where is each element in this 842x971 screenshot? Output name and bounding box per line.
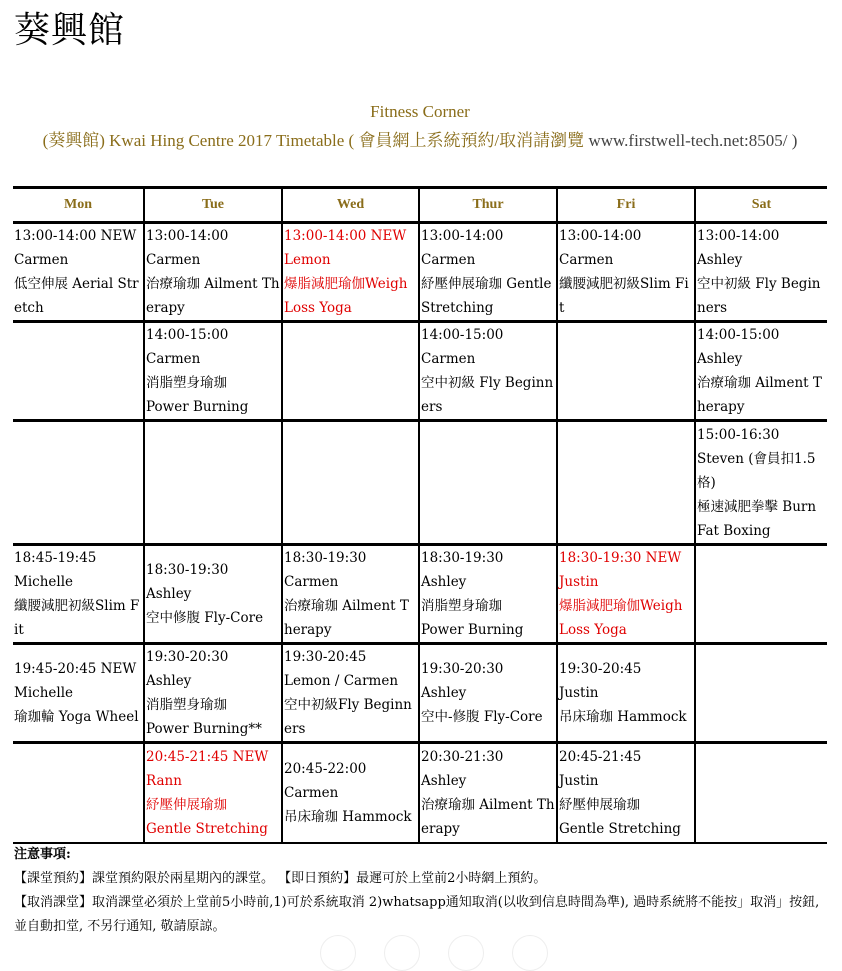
class-name: 空中-修腹 Fly-Core bbox=[421, 709, 543, 725]
day-header-fri: Fri bbox=[557, 188, 695, 223]
share-button[interactable] bbox=[320, 935, 356, 971]
class-time: 14:00-15:00 bbox=[697, 327, 780, 343]
class-cell bbox=[695, 421, 827, 545]
class-time: 15:00-16:30 bbox=[697, 426, 780, 443]
class-instructor: Carmen bbox=[14, 252, 69, 268]
class-cell bbox=[13, 644, 144, 743]
timetable-row bbox=[13, 743, 827, 843]
class-cell bbox=[144, 322, 282, 421]
day-header-wed: Wed bbox=[282, 188, 419, 223]
class-name: 紓壓伸展瑜珈 bbox=[559, 796, 640, 813]
class-time: 18:45-19:45 bbox=[14, 550, 97, 566]
class-name: Gentle Stretching bbox=[146, 820, 268, 837]
share-button[interactable] bbox=[512, 935, 548, 971]
class-time: 13:00-14:00 bbox=[559, 228, 642, 244]
class-name: 治療瑜珈 Ailment Therapy bbox=[421, 796, 555, 837]
class-cell bbox=[13, 743, 144, 843]
timetable bbox=[13, 186, 827, 844]
class-name: 極速減肥拳擊 Burn Fat Boxing bbox=[697, 498, 817, 539]
class-cell bbox=[13, 223, 144, 322]
class-time: 13:00-14:00 bbox=[697, 228, 780, 244]
timetable-header-row bbox=[13, 188, 827, 223]
class-instructor: Carmen bbox=[421, 252, 476, 268]
class-cell bbox=[282, 421, 419, 545]
notes-section bbox=[14, 843, 834, 939]
class-cell bbox=[13, 421, 144, 545]
class-cell bbox=[557, 322, 695, 421]
class-name: 吊床瑜珈 Hammock bbox=[284, 808, 412, 825]
caption-line-2-gold: (葵興館) Kwai Hing Centre 2017 Timetable ( 會員網上系統預約/取消請瀏覽 bbox=[42, 131, 589, 150]
class-name: 治療瑜珈 Ailment Therapy bbox=[697, 375, 822, 415]
class-cell bbox=[557, 421, 695, 545]
class-instructor: Carmen bbox=[284, 784, 339, 801]
page-title: 葵興館 bbox=[14, 10, 126, 51]
class-cell bbox=[419, 545, 557, 644]
timetable-row bbox=[13, 545, 827, 644]
class-cell bbox=[282, 743, 419, 843]
class-name: 治療瑜珈 Ailment Therapy bbox=[146, 276, 280, 316]
class-cell bbox=[13, 322, 144, 421]
class-name: 爆脂減肥瑜伽Weigh Loss Yoga bbox=[284, 276, 408, 316]
caption-line-2 bbox=[14, 126, 826, 155]
class-instructor: Carmen bbox=[284, 574, 339, 590]
class-time: 14:00-15:00 bbox=[421, 327, 504, 343]
class-time: 13:00-14:00 bbox=[146, 228, 229, 244]
class-name: 低空伸展 Aerial Stretch bbox=[14, 276, 139, 316]
class-time: 19:30-20:30 bbox=[421, 661, 504, 677]
class-time: 13:00-14:00 bbox=[421, 228, 504, 244]
day-header-thur: Thur bbox=[419, 188, 557, 223]
class-instructor: Justin bbox=[559, 685, 599, 701]
timetable-body bbox=[13, 223, 827, 843]
class-time: 19:30-20:45 bbox=[559, 661, 642, 677]
class-instructor: Justin bbox=[559, 574, 599, 590]
class-cell bbox=[13, 545, 144, 644]
class-name: Power Burning** bbox=[146, 721, 262, 737]
class-cell bbox=[557, 223, 695, 322]
class-name: 爆脂減肥瑜伽Weigh Loss Yoga bbox=[559, 598, 683, 638]
class-cell bbox=[144, 743, 282, 843]
class-cell bbox=[282, 223, 419, 322]
class-cell bbox=[419, 223, 557, 322]
class-cell bbox=[419, 421, 557, 545]
class-time: 20:45-21:45 NEW bbox=[146, 748, 269, 765]
class-cell bbox=[144, 223, 282, 322]
class-cell bbox=[282, 322, 419, 421]
class-instructor: Michelle bbox=[14, 685, 74, 701]
class-cell bbox=[282, 644, 419, 743]
class-cell bbox=[419, 322, 557, 421]
class-instructor: Steven (會員扣1.5格) bbox=[697, 450, 816, 491]
class-time: 13:00-14:00 NEW bbox=[284, 228, 407, 244]
caption-line-2-link: www.firstwell-tech.net:8505/ ) bbox=[588, 131, 798, 150]
class-instructor: Ashley bbox=[421, 772, 467, 789]
class-cell bbox=[695, 644, 827, 743]
class-instructor: Michelle bbox=[14, 574, 74, 590]
class-cell bbox=[695, 743, 827, 843]
class-time: 19:30-20:30 bbox=[146, 649, 229, 665]
timetable-row bbox=[13, 322, 827, 421]
class-instructor: Ashley bbox=[421, 574, 467, 590]
class-instructor: Ashley bbox=[146, 673, 192, 689]
class-name: 纖腰減肥初級Slim Fit bbox=[559, 276, 689, 316]
day-header-mon: Mon bbox=[13, 188, 144, 223]
class-instructor: Ashley bbox=[697, 351, 743, 367]
class-instructor: Justin bbox=[559, 772, 599, 789]
class-instructor: Ashley bbox=[697, 252, 743, 268]
class-instructor: Ashley bbox=[421, 685, 467, 701]
class-name: 空中初級 Fly Beginners bbox=[697, 276, 821, 316]
class-instructor: Carmen bbox=[146, 252, 201, 268]
class-cell bbox=[557, 644, 695, 743]
class-instructor: Carmen bbox=[421, 351, 476, 367]
class-name: 治療瑜珈 Ailment Therapy bbox=[284, 598, 409, 638]
class-name: Power Burning bbox=[146, 399, 249, 415]
class-name: 空中初級Fly Beginners bbox=[284, 697, 412, 737]
class-time: 20:45-21:45 bbox=[559, 748, 642, 765]
class-cell bbox=[144, 421, 282, 545]
class-cell bbox=[282, 545, 419, 644]
class-time: 18:30-19:30 bbox=[146, 562, 229, 578]
timetable-row bbox=[13, 644, 827, 743]
day-header-sat: Sat bbox=[695, 188, 827, 223]
class-cell bbox=[695, 545, 827, 644]
class-time: 18:30-19:30 NEW bbox=[559, 550, 682, 566]
class-name: Gentle Stretching bbox=[559, 820, 681, 837]
class-instructor: Rann bbox=[146, 772, 182, 789]
class-instructor: Lemon / Carmen bbox=[284, 673, 399, 689]
class-instructor: Ashley bbox=[146, 586, 192, 602]
class-name: 空中修腹 Fly-Core bbox=[146, 610, 264, 626]
class-time: 18:30-19:30 bbox=[421, 550, 504, 566]
caption-line-1: Fitness Corner bbox=[370, 102, 470, 121]
class-time: 19:45-20:45 NEW bbox=[14, 661, 137, 677]
class-instructor: Carmen bbox=[559, 252, 614, 268]
class-time: 20:30-21:30 bbox=[421, 748, 504, 765]
class-time: 13:00-14:00 NEW bbox=[14, 228, 137, 244]
class-name: 紓壓伸展瑜珈 bbox=[146, 796, 227, 813]
class-name: 消脂塑身瑜珈 bbox=[421, 598, 502, 614]
class-name: 消脂塑身瑜珈 bbox=[146, 375, 227, 391]
class-cell bbox=[695, 223, 827, 322]
timetable-row bbox=[13, 223, 827, 322]
class-time: 20:45-22:00 bbox=[284, 760, 367, 777]
notes-line-booking: 【課堂預約】課堂預約限於兩星期內的課堂。 【即日預約】最遲可於上堂前2小時網上預約。 bbox=[14, 871, 547, 886]
class-name: 瑜珈輪 Yoga Wheel bbox=[14, 709, 139, 725]
class-name: Power Burning bbox=[421, 622, 524, 638]
share-button[interactable] bbox=[448, 935, 484, 971]
class-time: 14:00-15:00 bbox=[146, 327, 229, 343]
class-cell bbox=[557, 743, 695, 843]
class-time: 18:30-19:30 bbox=[284, 550, 367, 566]
share-button[interactable] bbox=[384, 935, 420, 971]
class-cell bbox=[144, 644, 282, 743]
class-time: 19:30-20:45 bbox=[284, 649, 367, 665]
class-cell bbox=[419, 743, 557, 843]
day-header-tue: Tue bbox=[144, 188, 282, 223]
class-cell bbox=[419, 644, 557, 743]
class-name: 紓壓伸展瑜珈 Gentle Stretching bbox=[421, 276, 552, 316]
class-cell bbox=[144, 545, 282, 644]
timetable-caption bbox=[14, 97, 826, 155]
class-instructor: Lemon bbox=[284, 252, 331, 268]
class-name: 空中初級 Fly Beginners bbox=[421, 375, 554, 415]
class-name: 纖腰減肥初級Slim Fit bbox=[14, 598, 140, 638]
notes-line-cancel: 【取消課堂】取消課堂必須於上堂前5小時前,1)可於系統取消 2)whatsapp通知取消(以收到信息時間為準), 過時系統將不能按」取消」按鈕, 並自動扣堂, 不另行通知, 敬請原諒。 bbox=[14, 895, 820, 934]
timetable-row bbox=[13, 421, 827, 545]
share-buttons-row bbox=[320, 935, 548, 971]
class-instructor: Carmen bbox=[146, 351, 201, 367]
class-name: 消脂塑身瑜珈 bbox=[146, 697, 227, 713]
notes-heading: 注意事項: bbox=[14, 847, 71, 862]
class-name: 吊床瑜珈 Hammock bbox=[559, 709, 687, 725]
class-cell bbox=[695, 322, 827, 421]
class-cell bbox=[557, 545, 695, 644]
